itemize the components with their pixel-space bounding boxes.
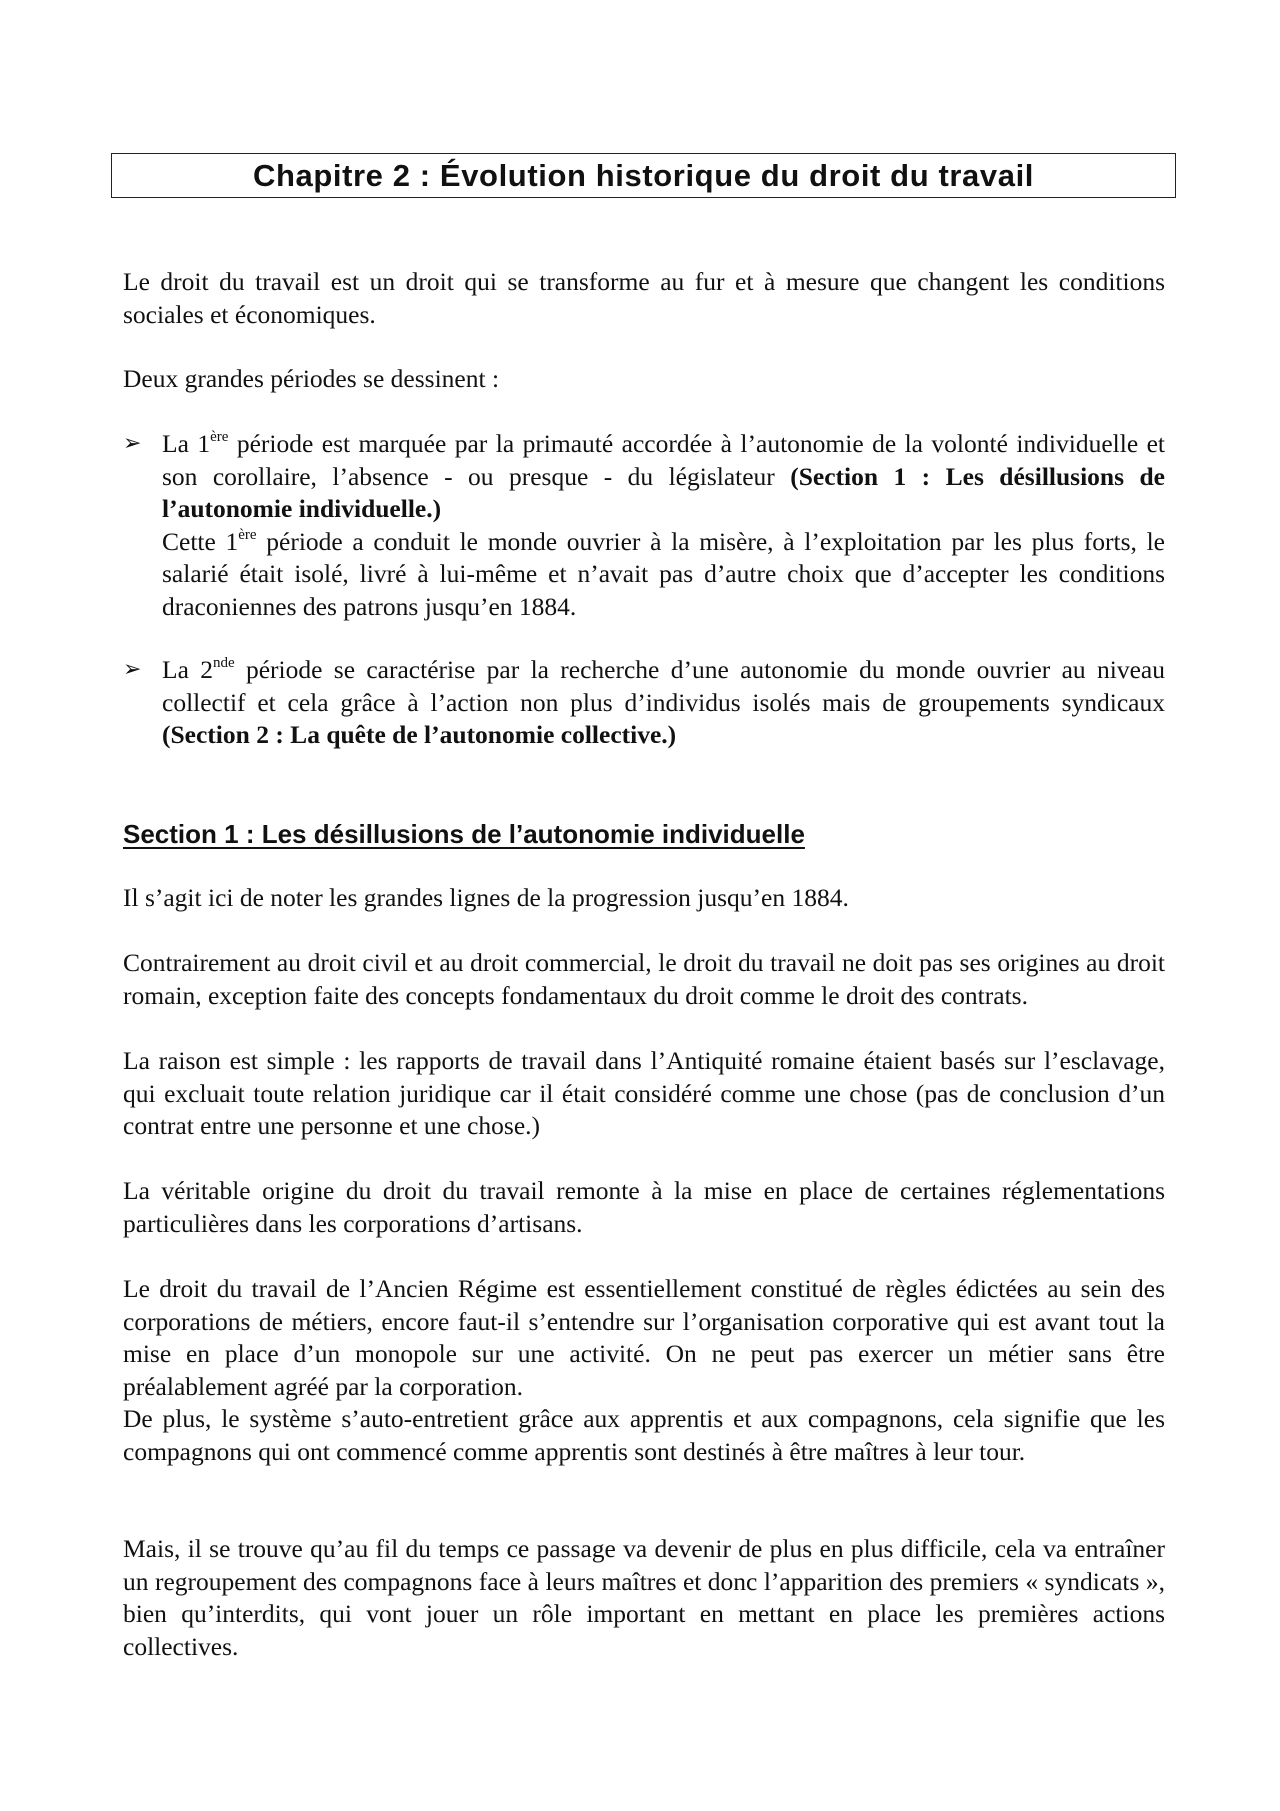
bullet-text: période a conduit le monde ouvrier à la misère, à l’exploitation par les plus forts, le salarié était isolé, livré à lui-même et n’avait pas d’autre choix que d’accepter les conditions draconiennes des patrons jusqu’en 1884.	[162, 526, 1165, 621]
section-reference: (Section 1 : Les désillusions de l’autonomie individuelle.)	[162, 461, 1165, 523]
arrow-bullet-icon: ➢	[123, 657, 142, 682]
section-reference: (Section 2 : La quête de l’autonomie collective.)	[162, 720, 677, 749]
section-heading: Section 1 : Les désillusions de l’autonomie individuelle	[123, 819, 805, 849]
intro-paragraph: Le droit du travail est un droit qui se transforme au fur et à mesure que changent les conditions sociales et économiques.	[123, 267, 1165, 329]
bullet-continuation	[162, 526, 1165, 624]
bullet-period-2	[123, 654, 1165, 752]
bullet-body	[162, 654, 1165, 752]
bullet-text: période est marquée par la primauté accordée à l’autonomie de la volonté individuelle et son corollaire, l’absence - ou presque - du législateur	[162, 429, 1165, 491]
section-paragraph: Mais, il se trouve qu’au fil du temps ce passage va devenir de plus en plus difficile, cela va entraîner un regroupement des compagnons face à leurs maîtres et donc l’apparition des premiers « syndicats », bien qu’interdits, qui vont jouer un rôle important en mettant en place les premières actions collectives.	[123, 1534, 1165, 1661]
section-paragraph: De plus, le système s’auto-entretient grâce aux apprentis et aux compagnons, cela signifie que les compagnons qui ont commencé comme apprentis sont destinés à être maîtres à leur tour.	[123, 1404, 1165, 1466]
superscript: ère	[210, 429, 229, 445]
arrow-bullet-icon: ➢	[123, 431, 142, 456]
chapter-title-box	[111, 153, 1176, 198]
bullet-text: La 2	[162, 655, 213, 684]
section-paragraph: Il s’agit ici de noter les grandes lignes de la progression jusqu’en 1884.	[123, 883, 849, 912]
bullet-period-1	[123, 428, 1165, 623]
section-paragraph: La véritable origine du droit du travail remonte à la mise en place de certaines réglementations particulières dans les corporations d’artisans.	[123, 1176, 1165, 1238]
intro-lead-in: Deux grandes périodes se dessinent :	[123, 364, 500, 393]
section-paragraph: Le droit du travail de l’Ancien Régime est essentiellement constitué de règles édictées au sein des corporations de métiers, encore faut-il s’entendre sur l’organisation corporative qui est avant tout la mise en place d’un monopole sur une activité. On ne peut pas exercer un métier sans être préalablement agréé par la corporation.	[123, 1274, 1165, 1401]
bullet-body	[162, 428, 1165, 623]
superscript: ère	[238, 526, 257, 543]
chapter-title: Chapitre 2 : Évolution historique du droit du travail	[252, 158, 1034, 193]
bullet-text: La 1	[162, 429, 211, 458]
bullet-text: période se caractérise par la recherche d’une autonomie du monde ouvrier au niveau collectif et cela grâce à l’action non plus d’individus isolés mais de groupements syndicaux	[162, 655, 1165, 717]
section-paragraph: Contrairement au droit civil et au droit commercial, le droit du travail ne doit pas ses origines au droit romain, exception faite des concepts fondamentaux du droit comme le droit des contrats.	[123, 948, 1165, 1010]
bullet-paragraph	[162, 428, 1165, 526]
bullet-paragraph	[162, 654, 1165, 752]
bullet-text: Cette 1	[162, 526, 239, 556]
superscript: nde	[212, 655, 235, 671]
section-paragraph: La raison est simple : les rapports de travail dans l’Antiquité romaine étaient basés sur l’esclavage, qui excluait toute relation juridique car il était considéré comme une chose (pas de conclusion d’un contrat entre une personne et une chose.)	[123, 1046, 1165, 1140]
